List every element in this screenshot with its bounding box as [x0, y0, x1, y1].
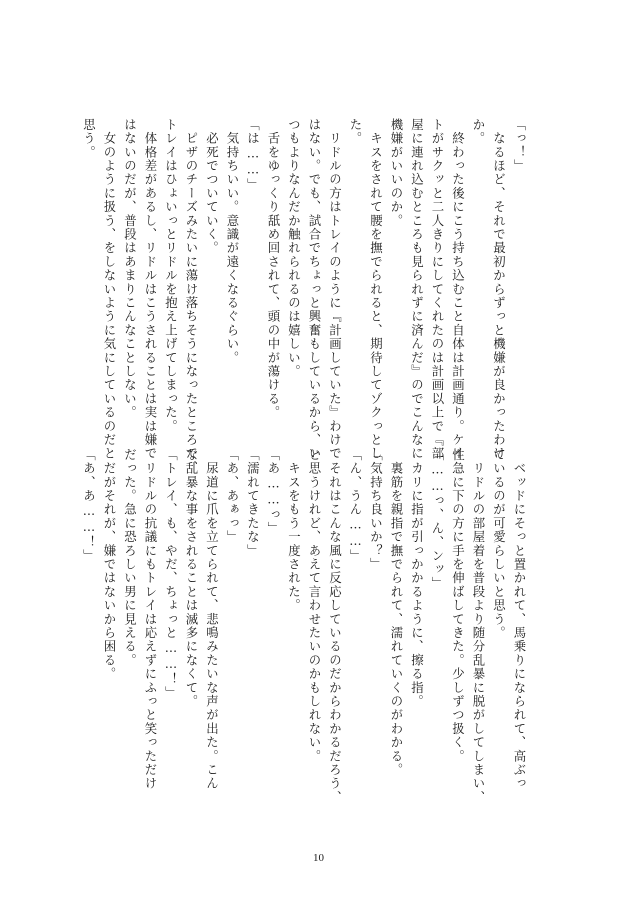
text-line: か。 [471, 118, 486, 146]
text-line: 終わった後にこう持ち込むこと自体は計画通り。ケイ [450, 118, 466, 461]
text-line: ピザのチーズみたいに蕩け落ちそうになったところで、 [184, 118, 199, 475]
text-line: リドルの方はトレイのように『計画していた』わけで [327, 118, 343, 461]
upper-text-block [78, 118, 529, 475]
text-line: 「あ、あぁっ」 [225, 448, 240, 544]
text-line: 尿道に爪を立てられて、悲鳴みたいな声が出た。こん [204, 448, 220, 791]
text-line: だがそれが、嫌ではないから困る。 [102, 448, 117, 681]
text-line: 舌をゆっくり舐め回されて、頭の中が蕩ける。 [266, 118, 281, 420]
text-line: 「濡れてきたな」 [245, 448, 261, 558]
text-line: 「は……」 [245, 118, 261, 192]
text-line: キスをされて腰を撫でられると、期待してゾクっとし [368, 118, 384, 461]
text-line: 「あ、あ……！」 [81, 448, 97, 563]
text-line: それはこんな風に反応しているのだからわかるだろう、 [327, 448, 343, 805]
text-line: 性急に下の方に手を伸ばしてきた。少しずつ扱く。 [450, 448, 466, 764]
text-line: な乱暴な事をされることは滅多になくて。 [184, 448, 199, 709]
text-line: トレイはひょいっとリドルを抱え上げてしまった。 [163, 118, 179, 434]
text-line: た。 [348, 118, 363, 146]
text-line: 思う。 [81, 118, 97, 160]
text-line: トがサクッと二人きりにしてくれたのは計画以上で『部 [430, 118, 445, 461]
text-line: 必死でついていく。 [204, 118, 220, 255]
text-line: 機嫌がいいのか。 [389, 118, 404, 228]
text-line: 屋に連れ込むところも見られずに済んだ』のでこんなに [409, 118, 425, 461]
text-line: 「っ！」 [512, 118, 527, 173]
text-line: はない。でも、試合でちょっと興奮もしているから、い [307, 118, 322, 461]
text-line: 裏筋を親指で撫でられて、濡れていくのがわかる。 [389, 448, 404, 777]
lower-text-block [78, 448, 529, 805]
text-line: 「トレイ、も、やだ、ちょっと……！」 [163, 448, 179, 700]
text-line: ベッドにそっと置かれて、馬乗りになられて、高ぶっ [512, 448, 527, 791]
text-line: と思うけれど、あえて言わせたいのかもしれない。 [307, 448, 322, 764]
text-line: ているのが可愛らしいと思う。 [491, 448, 507, 640]
text-line: だった。急に恐ろしい男に見える。 [122, 448, 138, 668]
text-line: カリに指が引っかかるように、擦る指。 [409, 448, 425, 709]
text-line: 気持ちいい。意識が遠くなるぐらい。 [225, 118, 240, 365]
text-line: 「あ……っ」 [266, 448, 281, 536]
text-line: リドルの部屋着を普段より随分乱暴に脱がしてしまい、 [471, 448, 486, 805]
text-line: 体格差があるし、リドルはこうされることは実は嫌で [143, 118, 158, 461]
text-line: 「……っ、ん、ンッ」 [430, 448, 445, 591]
text-line: 「気持ち良いか？」 [368, 448, 384, 572]
text-line: 女のように扱う、をしないように気にしているのだと [102, 118, 117, 461]
text-line: なるほど、それで最初からずっと機嫌が良かったわけ [491, 118, 507, 461]
text-line: はないのだが、普段はあまりこんなことしない。 [122, 118, 138, 420]
page-number: 10 [313, 852, 324, 864]
text-line: 「ん、うん……」 [348, 448, 363, 563]
text-line: つもよりなんだか触れられるのは嬉しい。 [286, 118, 302, 379]
text-line: キスをもう一度された。 [286, 448, 302, 613]
text-line: リドルの抗議にもトレイは応えずにふっと笑っただけ [143, 448, 158, 791]
